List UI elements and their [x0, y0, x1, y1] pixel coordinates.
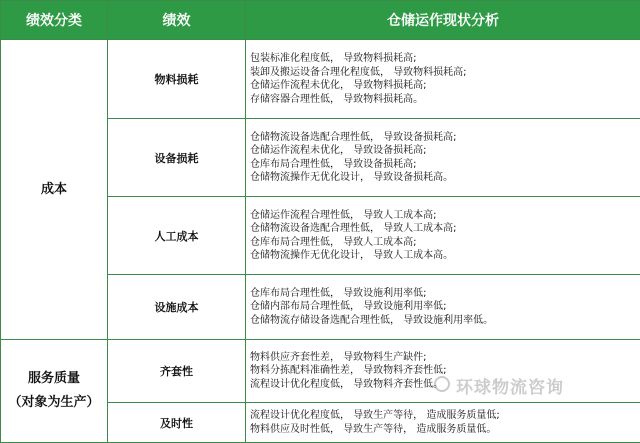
category-cost [1, 40, 108, 340]
header-performance: 绩效 [108, 1, 246, 40]
category-sublabel: （对象为生产） [1, 391, 107, 415]
analysis-line: 装卸及搬运设备合理化程度低， 导致物料损耗高; [250, 66, 636, 80]
watermark: 环球物流咨询 [456, 373, 564, 398]
subcategory-equipment-loss: 设备损耗 [108, 119, 246, 197]
analysis-line: 仓库布局合理性低， 导致设备损耗高; [250, 158, 636, 172]
analysis-line: 物料供应齐套性差， 导致物料生产缺件; [250, 351, 636, 365]
analysis-line: 仓储物流设备选配合理性低， 导致人工成本高; [250, 222, 636, 236]
analysis-line: 包装标准化程度低， 导致物料损耗高; [250, 52, 636, 66]
header-analysis: 仓储运作现状分析 [246, 1, 640, 40]
subcategory-labor-cost: 人工成本 [108, 197, 246, 275]
analysis-line: 仓库布局合理性低， 导致设施利用率低; [250, 287, 636, 301]
analysis-line: 仓储物流操作无优化设计， 导致人工成本高。 [250, 249, 636, 263]
analysis-line: 仓储运作流程未优化， 导致物料损耗高; [250, 79, 636, 93]
table-row [1, 40, 640, 119]
category-label: 服务质量 [1, 367, 107, 391]
analysis-cell [246, 40, 640, 119]
analysis-line: 流程设计优化程度低， 导致物料齐套性低。 [250, 378, 636, 392]
analysis-cell [246, 119, 640, 197]
category-label: 成本 [1, 178, 107, 202]
subcategory-kit-completeness: 齐套性 [108, 340, 246, 403]
analysis-line: 仓储物流操作无优化设计， 导致设备损耗高。 [250, 171, 636, 185]
analysis-cell [246, 340, 640, 403]
category-service-quality [1, 340, 108, 443]
analysis-line: 仓库布局合理性低， 导致人工成本高; [250, 236, 636, 250]
analysis-line: 物料分拣配料准确性差， 导致物料齐套性低; [250, 364, 636, 378]
analysis-line: 仓储物流设备选配合理性低， 导致设备损耗高; [250, 131, 636, 145]
table-header-row [1, 1, 640, 40]
analysis-line: 存储容器合理性低， 导致物料损耗高。 [250, 93, 636, 107]
analysis-line: 仓储运作流程未优化， 导致设备损耗高; [250, 144, 636, 158]
wechat-icon [434, 376, 450, 392]
analysis-cell [246, 197, 640, 275]
subcategory-timeliness: 及时性 [108, 403, 246, 443]
analysis-cell [246, 403, 640, 443]
subcategory-facility-cost: 设施成本 [108, 275, 246, 340]
analysis-cell [246, 275, 640, 340]
analysis-line: 仓储内部布局合理性低， 导致设施利用率低; [250, 300, 636, 314]
header-category: 绩效分类 [1, 1, 108, 40]
analysis-line: 仓储物流存储设备选配合理性低， 导致设施利用率低。 [250, 314, 636, 328]
subcategory-material-loss: 物料损耗 [108, 40, 246, 119]
analysis-line: 仓储运作流程合理性低， 导致人工成本高; [250, 209, 636, 223]
analysis-line: 流程设计优化程度低， 导致生产等待， 造成服务质量低; [250, 409, 636, 423]
analysis-line: 物料供应及时性低， 导致生产等待， 造成服务质量低。 [250, 423, 636, 437]
